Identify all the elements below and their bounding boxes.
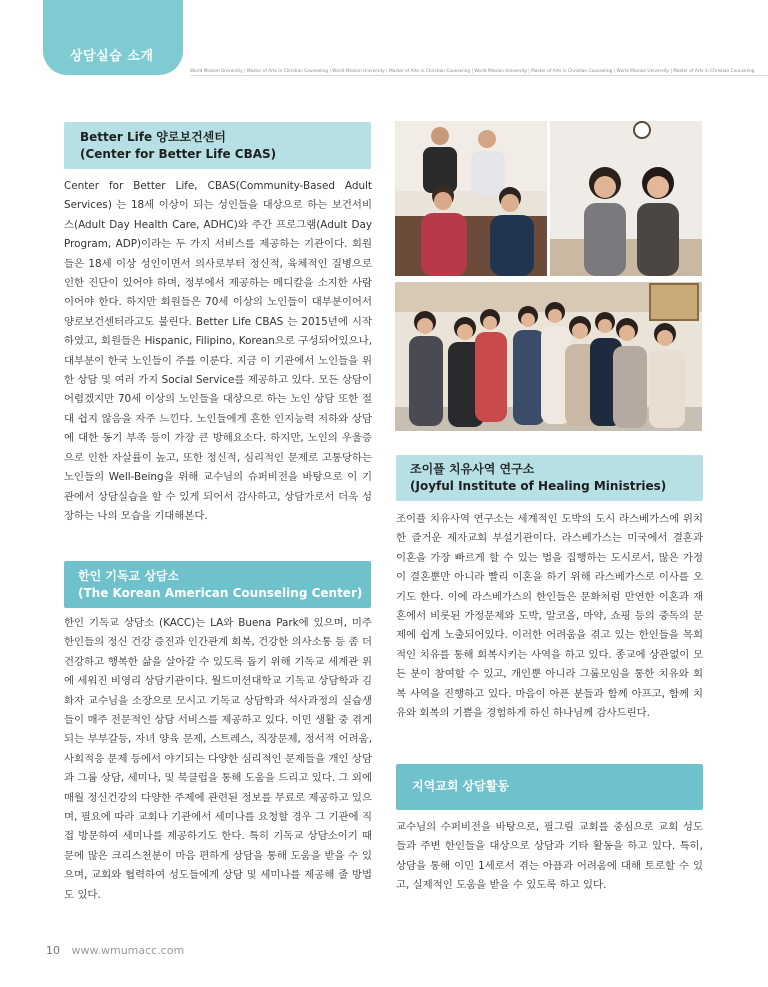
photo-group-large [395, 282, 702, 431]
cbas-heading-box [64, 122, 371, 169]
joyful-title-line1: 조이플 치유사역 연구소 [410, 462, 535, 476]
page-footer [46, 944, 184, 957]
kacc-title-line2: (The Korean American Counseling Center) [78, 586, 363, 600]
photo-group-four [395, 121, 547, 276]
kacc-body: 한인 기독교 상담소 (KACC)는 LA와 Buena Park에 있으며, 미주 한인들의 정신 건강 증진과 인간관계 회복, 건강한 의사소통 등 좀 더 건강하고 행복한 삶을 살아갈 수 있도록 돕기 위해 기독교 세계관 위에 세워진 비영리 상담기관이다. 월드미션대학교 기독교 상담학과 김화자 교수님을 소장으로 모시고 기독교 상담학과 석사과정의 실습생들이 매주 전문적인 상담 서비스를 제공하고 있다. 이민 생활 중 겪게 되는 부부갈등, 자녀 양육 문제, 스트레스, 직장문제, 정서적 어려움, 사회적응 문제 등에서 야기되는 다양한 심리적인 문제들을 개인 상담과 그룹 상담, 세미나, 및 북클럽을 통해 도움을 드리고 있다. 그 외에 매월 정신건강의 다양한 주제에 관련된 정보를 무료로 제공하고 있으며, 필요에 따라 교회나 기관에서 세미나를 요청할 경우 그 기관에 직접 방문하여 세미나를 제공하기도 한다. 특히 기독교 상담소이기 때문에 많은 크리스천분이 마음 편하게 상담을 통해 도움을 받을 수 있으며, 교회와 협력하여 성도들에게 상담 및 세미나를 제공해 줄 방법도 있다. [64, 617, 372, 901]
local-heading-box [396, 764, 703, 810]
joyful-heading-box [396, 455, 703, 501]
section-tab-label: 상담실습 소개 [70, 49, 154, 64]
kacc-heading-box [64, 561, 371, 608]
photo-two-women [550, 121, 702, 276]
footer-url[interactable]: www.wmumacc.com [71, 944, 185, 957]
running-header: World Mission University | Master of Arts in Christian Counseling | World Mission University | Master of Arts in Christian Counseling | World Mission University | Master of Arts in Christian Counseling | World Mission University | Master of Arts in Christian Counseling [190, 68, 768, 76]
cbas-body: Center for Better Life, CBAS(Community-Based Adult Services) 는 18세 이상이 되는 성인들을 대상으로 하는 보건서비스(Adult Day Health Care, ADHC)와 주간 프로그램(Adult Day Program, ADP)이라는 두 가지 서비스를 제공하는 기관이다. 회원들은 18세 이상 성인이면서 의사로부터 정신적, 육체적인 질병으로 인한 진단이 있어야 하며, 정부에서 제공하는 메디칼을 소지한 사람이어야 한다. 하지만 회원들은 70세 이상의 노인들이 대부분이어서 양로보건센터라고도 불린다. Better Life CBAS 는 2015년에 시작하였고, 회원들은 Hispanic, Filipino, Korean으로 구성되어있으나, 대부분이 한국 노인들이 주를 이룬다. 지금 이 기관에서 노인들을 위한 상담 및 여러 가지 Social Service를 제공하고 있다. 모든 상담이 어렵겠지만 70세 이상의 노인들을 대상으로 하는 노인 상담 또한 절대 쉽지 않음을 자주 느낀다. 노인들에게 흔한 인지능력 저하와 상담에 대한 동기 부족 등이 가장 큰 방해요소다. 하지만, 노인의 우울증으로 인한 자살률이 높고, 또한 정신적, 심리적인 문제로 고통당하는 노인들의 Well-Being을 위해 교수님의 슈퍼비전을 바탕으로 이 기관에서 상담실습을 할 수 있게 되어서 감사하고, 상담가로서 더욱 성장하는 나의 모습을 기대해본다. [64, 180, 372, 522]
page-number: 10 [46, 944, 60, 957]
local-body: 교수님의 수퍼비전을 바탕으로, 필그림 교회를 중심으로 교회 성도들과 주변 한인들을 대상으로 상담과 기타 활동을 하고 있다. 특히, 상담을 통해 이민 1세로서 겪는 아픔과 어려움에 대해 토로할 수 있고, 실제적인 도움을 받을 수 있도록 하고 있다. [396, 821, 703, 892]
cbas-title-line1: Better Life 양로보건센터 [80, 130, 226, 144]
joyful-body: 조이플 치유사역 연구소는 세계적인 도박의 도시 라스베가스에 위치한 즐거운 제자교회 부설기관이다. 라스베가스는 미국에서 결혼과 이혼을 가장 빠르게 할 수 있는 법을 집행하는 도시로서, 많은 가정이 결혼뿐만 아니라 빨리 이혼을 하기 위해 라스베가스로 이사를 오기도 한다. 이에 라스베가스의 한인들은 문화처럼 만연한 이혼과 재혼에서 비롯된 가정문제와 도박, 알코올, 마약, 쇼핑 등의 중독의 문제에 쉽게 노출되어있다. 이러한 어려움을 겪고 있는 한인들을 목회적인 치유를 통해 회복시키는 사역을 하고 있다. 종교에 상관없이 모든 분이 참여할 수 있고, 개인뿐 아니라 그룹모임을 통한 치유와 회복 사역을 진행하고 있다. 마음이 아픈 분들과 함께 아프고, 함께 치유와 회복의 기쁨을 경험하게 하신 하나님께 감사드린다. [396, 513, 703, 720]
joyful-title-line2: (Joyful Institute of Healing Ministries) [410, 479, 667, 493]
local-title: 지역교회 상담활동 [412, 779, 509, 793]
kacc-title-line1: 한인 기독교 상담소 [78, 569, 180, 583]
cbas-title-line2: (Center for Better Life CBAS) [80, 147, 277, 161]
